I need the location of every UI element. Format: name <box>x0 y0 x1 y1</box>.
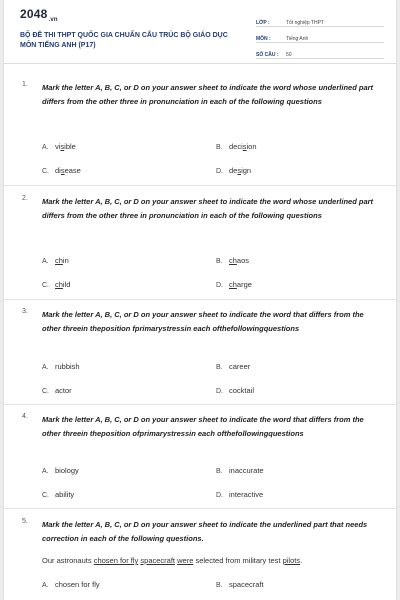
option-a[interactable]: A. rubbish <box>42 362 80 371</box>
question-number: 2. <box>22 195 28 202</box>
option-b[interactable]: B. decision <box>216 142 257 151</box>
meta-row-lop <box>256 12 384 27</box>
option-d[interactable]: D. charge <box>216 280 252 289</box>
option-b[interactable]: B. inaccurate <box>216 466 264 475</box>
question-text: Mark the letter A, B, C, or D on your answer sheet to indicate the word that differs from the other threein theposition ofprimarystressin each ofthefollowingquestions <box>42 415 364 438</box>
site-logo[interactable] <box>20 7 58 23</box>
question-sentence: Our astronauts chosen for fly spacecraft were selected from military test pilots. <box>42 556 303 565</box>
question-number: 3. <box>22 308 28 315</box>
meta-row-mon <box>256 28 384 43</box>
option-c[interactable]: C. ability <box>42 490 75 499</box>
question-separator <box>4 404 396 405</box>
question-number: 4. <box>22 413 28 420</box>
exam-header <box>4 0 396 62</box>
option-b[interactable]: B. chaos <box>216 256 250 265</box>
option-b[interactable]: B. career <box>216 362 251 371</box>
option-c[interactable]: C. child <box>42 280 71 289</box>
option-d[interactable]: D. interactive <box>216 490 264 499</box>
question-text: Mark the letter A, B, C, or D on your answer sheet to indicate the word that differs from the other threein theposition fprimarystressin each ofthefollowingquestions <box>42 310 364 333</box>
socau-value: 50 <box>286 52 292 58</box>
meta-row-socau <box>256 44 384 59</box>
mon-label: MÔN : <box>256 36 271 42</box>
option-a[interactable]: A. visible <box>42 142 76 151</box>
document-title: BỘ ĐỀ THI THPT QUỐC GIA CHUẨN CẤU TRÚC BỘ GIÁO DỤC MÔN TIẾNG ANH (P17) <box>20 32 228 49</box>
underlined-part-a: chosen for fly <box>93 556 139 565</box>
question-separator <box>4 299 396 300</box>
question-number: 1. <box>22 81 28 88</box>
logo-suffix: .vn <box>48 17 58 24</box>
option-d[interactable]: D. design <box>216 166 252 175</box>
option-c[interactable]: C. actor <box>42 386 72 395</box>
lop-label: LỚP : <box>256 20 270 26</box>
question-text: Mark the letter A, B, C, or D on your answer sheet to indicate the word whose underlined part differs from the other three in pronunciation in each of the following questions <box>42 83 374 106</box>
question-text: Mark the letter A, B, C, or D on your answer sheet to indicate the underlined part that needs correction in each of the following questions. <box>42 520 368 543</box>
option-a[interactable]: A. chin <box>42 256 69 265</box>
option-d[interactable]: D. cocktail <box>216 386 255 395</box>
exam-sheet <box>4 0 396 600</box>
underlined-part-d: pilots <box>282 556 301 565</box>
question-number: 5. <box>22 518 28 525</box>
question-text: Mark the letter A, B, C, or D on your answer sheet to indicate the word whose underlined part differs from the other three in pronunciation in each of the following questions <box>42 197 374 220</box>
option-c[interactable]: C. disease <box>42 166 81 175</box>
underlined-part-b: spacecraft <box>140 556 176 565</box>
header-divider <box>4 63 396 64</box>
logo-main: 2048 <box>20 7 48 21</box>
question-separator <box>4 508 396 509</box>
option-b[interactable]: B. spacecraft <box>216 580 264 589</box>
exam-meta <box>256 12 384 60</box>
option-a[interactable]: A. biology <box>42 466 79 475</box>
question-separator <box>4 185 396 186</box>
socau-label: SỐ CÂU : <box>256 52 279 58</box>
underlined-part-c: were <box>177 556 194 565</box>
lop-value: Tốt nghiệp THPT <box>286 20 324 26</box>
option-a[interactable]: A. chosen for fly <box>42 580 100 589</box>
mon-value: Tiếng Anh <box>286 36 309 42</box>
